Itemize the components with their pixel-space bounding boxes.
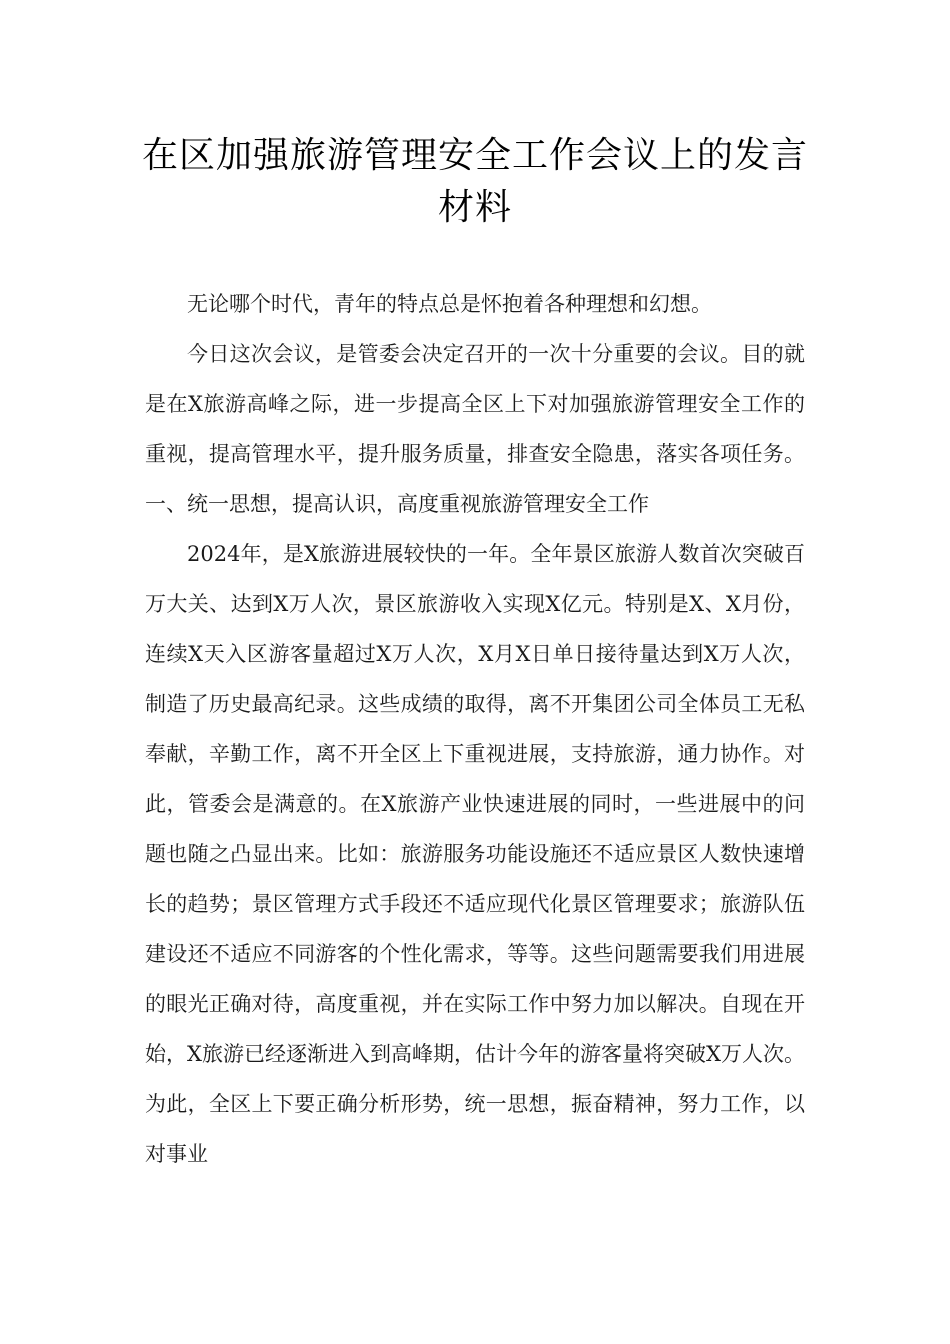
document-title: 在区加强旅游管理安全工作会议上的发言材料: [141, 135, 808, 228]
paragraph-meeting-purpose: 今日这次会议，是管委会决定召开的一次十分重要的会议。目的就是在X旅游高峰之际，进一步提高全区上下对加强旅游管理安全工作的重视，提高管理水平，提升服务质量，排查安全隐患，落实各项任务。一、统一思想，提高认识，高度重视旅游管理安全工作: [145, 342, 805, 516]
paragraph-2024-review: 2024年，是X旅游进展较快的一年。全年景区旅游人数首次突破百万大关、达到X万人次，景区旅游收入实现X亿元。特别是X、X月份，连续X天入区游客量超过X万人次，X月X日单日接待量达到X万人次，制造了历史最高纪录。这些成绩的取得，离不开集团公司全体员工无私奉献，辛勤工作，离不开全区上下重视进展，支持旅游，通力协作。对此，管委会是满意的。在X旅游产业快速进展的同时，一些进展中的问题也随之凸显出来。比如：旅游服务功能设施还不适应景区人数快速增长的趋势；景区管理方式手段还不适应现代化景区管理要求；旅游队伍建设还不适应不同游客的个性化需求，等等。这些问题需要我们用进展的眼光正确对待，高度重视，并在实际工作中努力加以解决。自现在开始，X旅游已经逐渐进入到高峰期，估计今年的游客量将突破X万人次。为此，全区上下要正确分析形势，统一思想，振奋精神，努力工作，以对事业: [145, 542, 805, 1166]
document-body: [145, 279, 805, 1179]
paragraph-intro: 无论哪个时代，青年的特点总是怀抱着各种理想和幻想。: [187, 292, 712, 316]
